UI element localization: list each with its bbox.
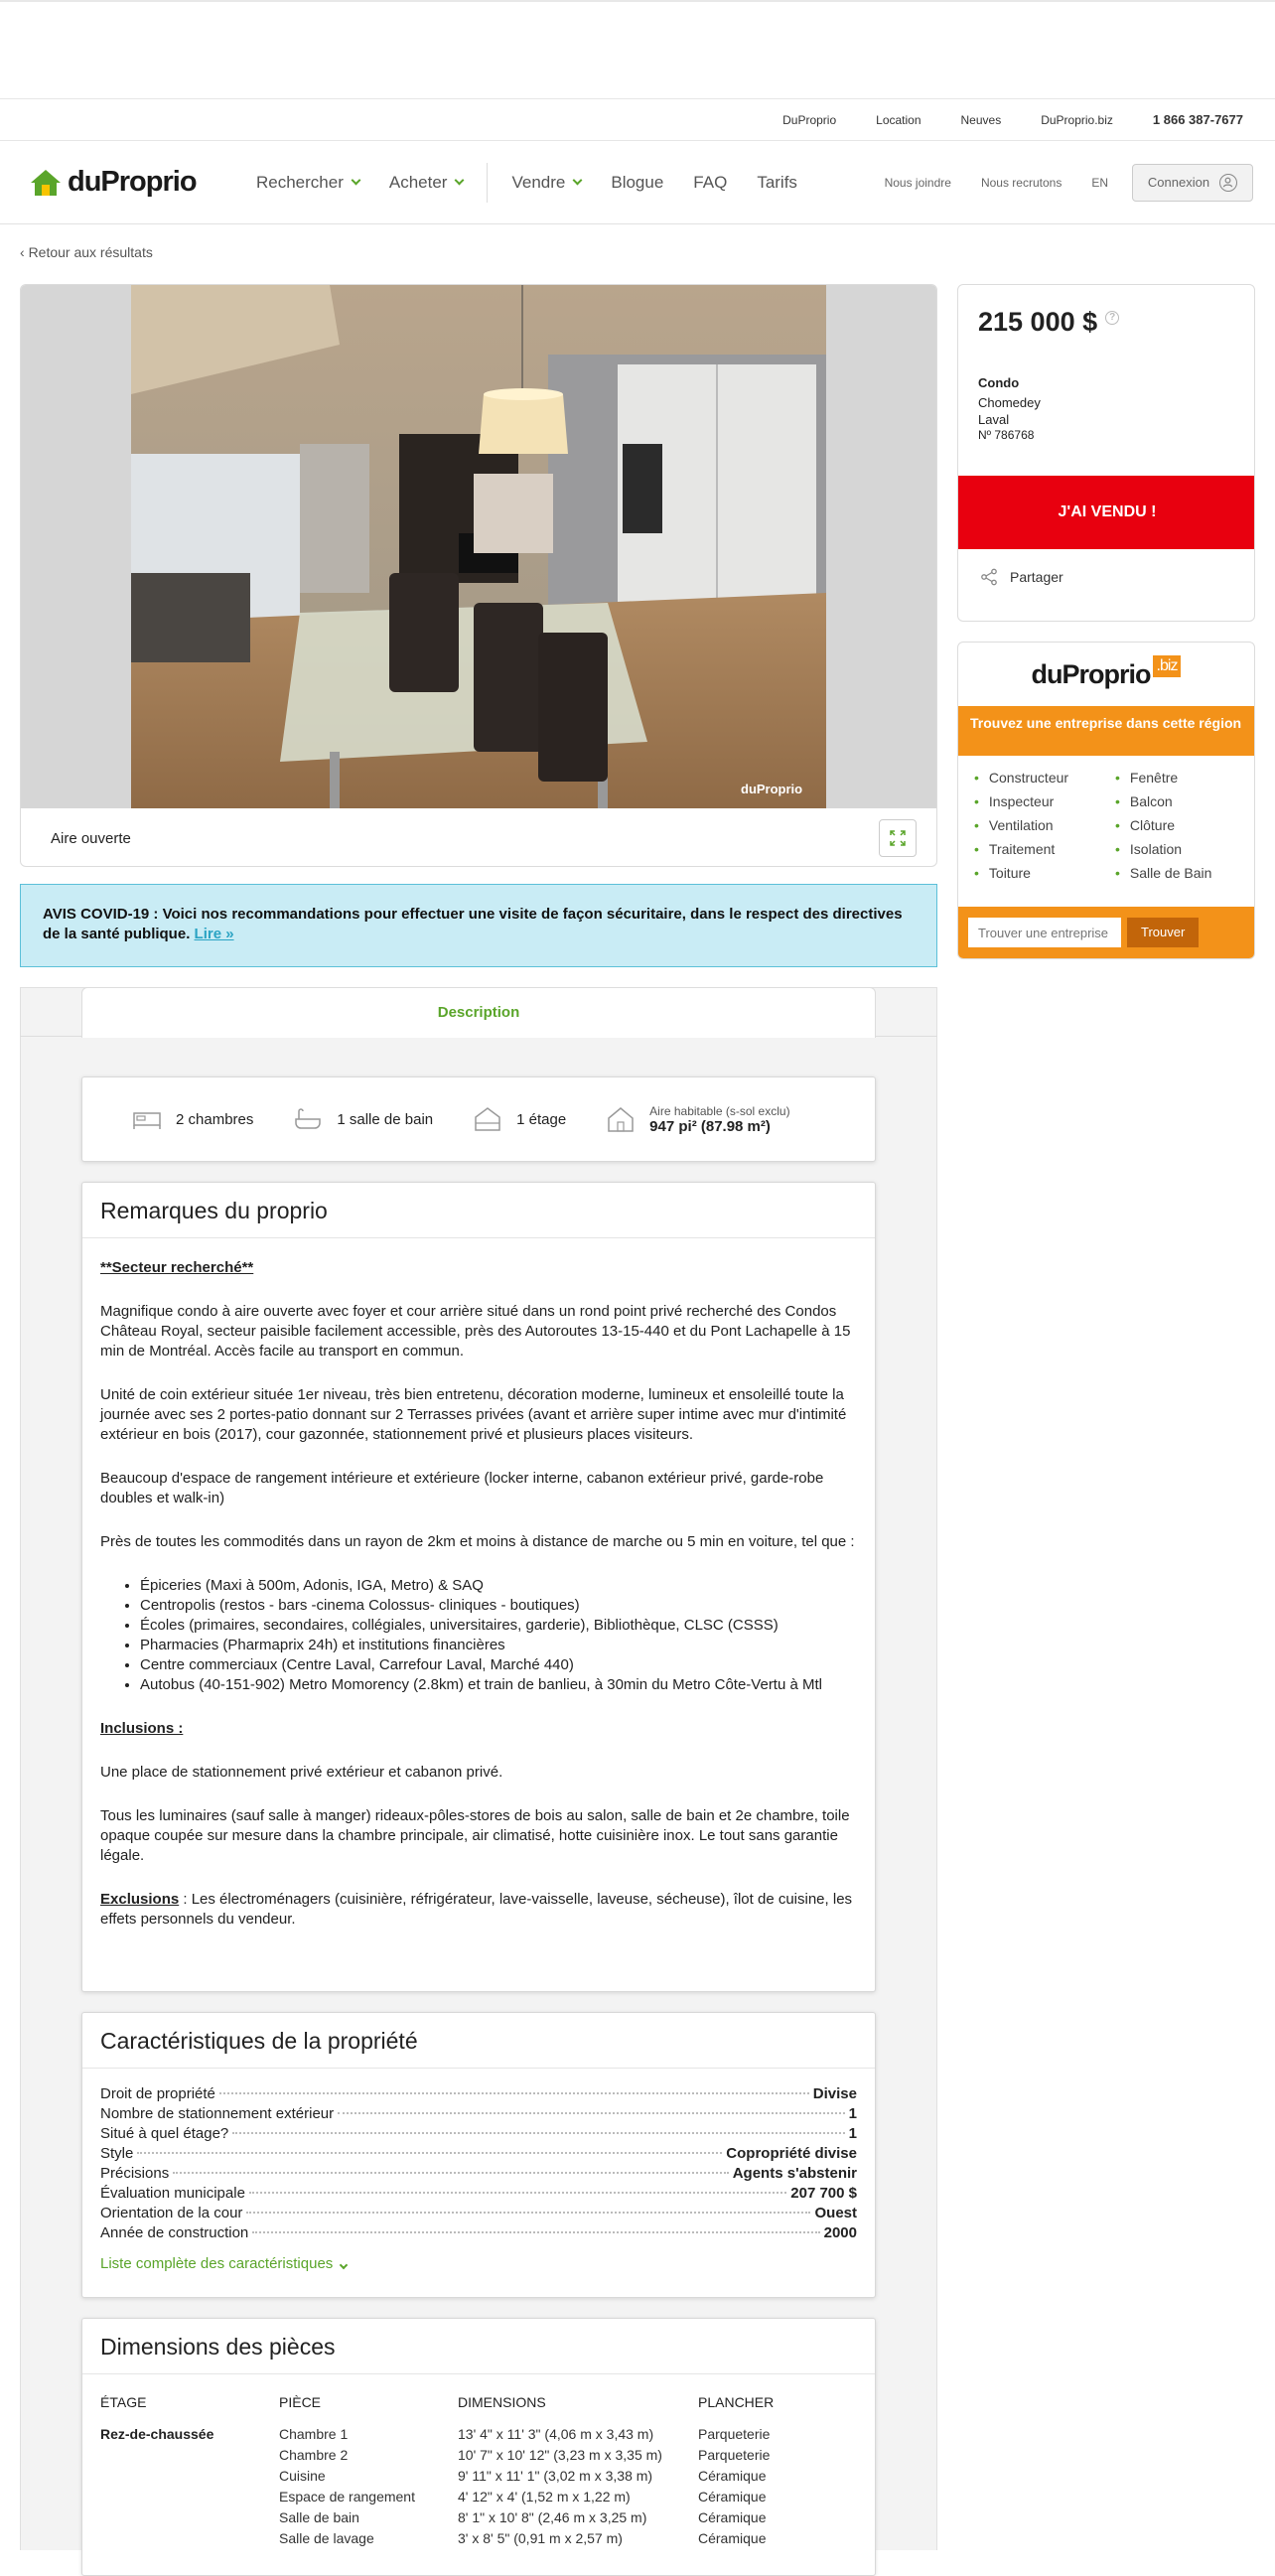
feature-row bbox=[100, 2204, 857, 2223]
feature-label: Nombre de stationnement extérieur bbox=[100, 2105, 335, 2122]
nav-blogue[interactable]: Blogue bbox=[611, 172, 664, 192]
room-cell: Chambre 1 bbox=[279, 2426, 349, 2442]
full-features-link[interactable] bbox=[100, 2255, 857, 2272]
biz-category-link[interactable]: • Balcon bbox=[1115, 793, 1255, 809]
floor-cell: Rez-de-chaussée bbox=[100, 2426, 214, 2442]
area-label: Aire habitable (s-sol exclu) bbox=[649, 1103, 790, 1118]
biz-category-link[interactable]: • Constructeur bbox=[974, 770, 1115, 786]
connexion-label: Connexion bbox=[1147, 175, 1210, 190]
feature-label: Orientation de la cour bbox=[100, 2205, 243, 2221]
dimension-cell: 3' x 8' 5" (0,91 m x 2,57 m) bbox=[458, 2530, 623, 2546]
nav-vendre[interactable] bbox=[511, 173, 581, 193]
table-row bbox=[100, 2466, 774, 2487]
list-item: • Écoles (primaires, secondaires, collégiales, universitaires, garderie), Bibliothèque, CLSC (CSSS) bbox=[140, 1616, 857, 1636]
room-cell: Espace de rangement bbox=[279, 2489, 415, 2504]
chevron-down-icon bbox=[455, 176, 465, 186]
flooring-cell: Parqueterie bbox=[698, 2426, 771, 2442]
biz-search-bar bbox=[958, 907, 1255, 958]
list-item: • Pharmacies (Pharmaprix 24h) et institutions financières bbox=[140, 1636, 857, 1655]
listing-area: Chomedey bbox=[978, 395, 1041, 410]
column-header: ÉTAGE bbox=[100, 2394, 147, 2410]
remarks-paragraph: Près de toutes les commodités dans un rayon de 2km et moins à distance de marche ou 5 min en voiture, tel que : bbox=[100, 1533, 855, 1550]
column-header: PLANCHER bbox=[698, 2394, 775, 2410]
feature-label: Situé à quel étage? bbox=[100, 2125, 229, 2142]
floors-icon bbox=[473, 1106, 502, 1132]
biz-category-link[interactable]: • Traitement bbox=[974, 841, 1115, 857]
nav-rechercher[interactable] bbox=[256, 173, 359, 193]
feature-value: 207 700 $ bbox=[790, 2185, 857, 2202]
feature-value: 2000 bbox=[823, 2224, 857, 2241]
room-cell: Salle de bain bbox=[279, 2509, 359, 2525]
column-header: DIMENSIONS bbox=[458, 2394, 546, 2410]
feature-row bbox=[100, 2184, 857, 2204]
list-item: • Centre commerciaux (Centre Laval, Carrefour Laval, Marché 440) bbox=[140, 1655, 857, 1675]
area-value: 947 pi² (87.98 m²) bbox=[649, 1117, 771, 1135]
photo-watermark: duProprio bbox=[741, 782, 803, 796]
full-features-label: Liste complète des caractéristiques bbox=[100, 2255, 334, 2272]
dimension-cell: 13' 4" x 11' 3" (4,06 m x 3,43 m) bbox=[458, 2426, 654, 2442]
expand-icon bbox=[890, 830, 906, 846]
room-cell: Salle de lavage bbox=[279, 2530, 374, 2546]
list-item: • Épiceries (Maxi à 500m, Adonis, IGA, Metro) & SAQ bbox=[140, 1576, 857, 1596]
remarks-paragraph: Beaucoup d'espace de rangement intérieure et extérieure (locker interne, cabanon extérieur privé, garde-robe doubles et walk-in) bbox=[100, 1470, 824, 1506]
listing-photo[interactable] bbox=[131, 285, 826, 808]
dimension-cell: 8' 1" x 10' 8" (2,46 m x 3,25 m) bbox=[458, 2509, 647, 2525]
feature-value: Copropriété divise bbox=[726, 2145, 857, 2162]
listing-type: Condo bbox=[978, 375, 1020, 390]
site-logo[interactable] bbox=[30, 166, 228, 199]
biz-category-link[interactable]: • Toiture bbox=[974, 865, 1115, 881]
feature-row bbox=[100, 2084, 857, 2104]
covid-read-more-link[interactable]: Lire » bbox=[194, 926, 234, 942]
nous-recrutons-link[interactable]: Nous recrutons bbox=[980, 175, 1062, 190]
flooring-cell: Céramique bbox=[698, 2530, 767, 2546]
nav-rechercher-label: Rechercher bbox=[256, 172, 344, 192]
logo-text: duProprio bbox=[68, 166, 197, 198]
dimension-cell: 4' 12" x 4' (1,52 m x 1,22 m) bbox=[458, 2489, 631, 2504]
house-logo-icon bbox=[30, 168, 62, 198]
bed-icon bbox=[132, 1107, 162, 1131]
phone-number[interactable]: 1 866 387-7677 bbox=[1152, 112, 1243, 127]
flooring-cell: Céramique bbox=[698, 2509, 767, 2525]
feature-label: Précisions bbox=[100, 2165, 170, 2182]
flooring-cell: Céramique bbox=[698, 2489, 767, 2504]
column-header: PIÈCE bbox=[279, 2394, 322, 2410]
util-link-duproprio[interactable]: DuProprio bbox=[782, 112, 837, 127]
biz-category-link[interactable]: • Fenêtre bbox=[1115, 770, 1255, 786]
sold-button[interactable]: J'AI VENDU ! bbox=[958, 476, 1255, 549]
back-to-results-link[interactable]: ‹ Retour aux résultats bbox=[20, 244, 153, 260]
property-stats bbox=[81, 1076, 876, 1162]
dimension-cell: 10' 7" x 10' 12" (3,23 m x 3,35 m) bbox=[458, 2447, 662, 2463]
stat-area bbox=[606, 1104, 789, 1135]
nav-tarifs[interactable]: Tarifs bbox=[757, 172, 797, 192]
feature-row bbox=[100, 2164, 857, 2184]
nav-acheter[interactable] bbox=[389, 173, 464, 193]
remarks-paragraph: Unité de coin extérieur située 1er niveau, très bien entretenu, décoration moderne, lumineux et ensoleillé toute la journée avec ses 2 portes-patio donnant sur 2 Terrasses privées (avant et arrière super intime avec mur d'intimité extérieur en bois (2017), cour gazonnée, stationnement privé et plusieurs places visiteurs. bbox=[100, 1386, 847, 1443]
bathtub-icon bbox=[293, 1107, 323, 1131]
exclusions-text: : Les électroménagers (cuisinière, réfrigérateur, lave-vaisselle, laveuse, sécheuse), îlot de cuisine, les effets personnels du vendeur. bbox=[100, 1891, 853, 1928]
biz-category-link[interactable]: • Salle de Bain bbox=[1115, 865, 1255, 881]
property-features bbox=[81, 2012, 876, 2298]
bathrooms-value: 1 salle de bain bbox=[337, 1110, 434, 1128]
feature-label: Style bbox=[100, 2145, 134, 2162]
flooring-cell: Céramique bbox=[698, 2468, 767, 2484]
remarks-title: Remarques du proprio bbox=[82, 1183, 875, 1238]
feature-value: 1 bbox=[848, 2105, 857, 2122]
room-cell: Cuisine bbox=[279, 2468, 326, 2484]
photo-caption: Aire ouverte bbox=[51, 829, 131, 847]
user-icon bbox=[1219, 174, 1237, 192]
features-title: Caractéristiques de la propriété bbox=[82, 2013, 875, 2069]
table-row bbox=[100, 2424, 774, 2445]
nav-vendre-label: Vendre bbox=[511, 172, 566, 192]
stat-bedrooms bbox=[132, 1107, 253, 1131]
covid-notice bbox=[20, 884, 937, 967]
tab-description[interactable]: Description bbox=[81, 987, 876, 1038]
biz-header: Trouvez une entreprise dans cette région bbox=[958, 706, 1254, 756]
remarks-paragraph: Magnifique condo à aire ouverte avec foyer et cour arrière situé dans un rond point privé recherché des Condos Château Royal, secteur paisible facilement accessible, près des Autoroutes 13-15-440 et du Pont Lachapelle à 15 min de Montréal. Accès facile au transport en commun. bbox=[100, 1303, 851, 1360]
remarks-paragraph: Tous les luminaires (sauf salle à manger) rideaux-pôles-stores de bois au salon, salle de bain et 2e chambre, toile opaque coupée sur mesure dans la chambre principale, air climatisé, hotte cuisinière inox. Le tout sans garantie légale. bbox=[100, 1807, 850, 1864]
stat-bathrooms bbox=[293, 1107, 433, 1131]
room-cell: Chambre 2 bbox=[279, 2447, 349, 2463]
flooring-cell: Parqueterie bbox=[698, 2447, 771, 2463]
util-link-neuves[interactable]: Neuves bbox=[960, 112, 1002, 127]
biz-category-link[interactable]: • Clôture bbox=[1115, 817, 1255, 833]
biz-categories bbox=[958, 756, 1254, 881]
language-toggle[interactable]: EN bbox=[1091, 175, 1108, 190]
utility-bar bbox=[0, 99, 1275, 141]
feature-value: 1 bbox=[848, 2125, 857, 2142]
biz-logo-text: duProprio bbox=[1031, 658, 1151, 689]
table-row bbox=[100, 2528, 774, 2549]
chevron-down-icon bbox=[340, 2261, 348, 2269]
house-outline-icon bbox=[606, 1105, 636, 1133]
remarks-heading: **Secteur recherché** bbox=[100, 1259, 254, 1276]
listing-city: Laval bbox=[978, 412, 1010, 427]
share-icon bbox=[980, 568, 998, 586]
amenities-list bbox=[140, 1576, 857, 1695]
feature-row bbox=[100, 2223, 857, 2243]
chevron-down-icon bbox=[573, 176, 583, 186]
rooms-table bbox=[100, 2374, 774, 2549]
biz-search-input[interactable] bbox=[968, 918, 1121, 947]
inclusions-label: Inclusions : bbox=[100, 1720, 184, 1737]
main-nav bbox=[0, 141, 1275, 224]
feature-row bbox=[100, 2144, 857, 2164]
room-dimensions bbox=[81, 2318, 876, 2576]
chevron-down-icon bbox=[351, 176, 360, 186]
listing-summary bbox=[957, 284, 1255, 622]
feature-value: Divise bbox=[812, 2085, 857, 2102]
share-button[interactable] bbox=[980, 568, 1063, 586]
top-blank-area bbox=[0, 0, 1275, 99]
rooms-title: Dimensions des pièces bbox=[82, 2319, 875, 2374]
feature-value: Ouest bbox=[814, 2205, 857, 2221]
nav-faq[interactable]: FAQ bbox=[693, 172, 728, 192]
exclusions-label: Exclusions bbox=[100, 1891, 180, 1908]
biz-category-link[interactable]: • Isolation bbox=[1115, 841, 1255, 857]
feature-label: Évaluation municipale bbox=[100, 2185, 245, 2202]
table-row bbox=[100, 2445, 774, 2466]
floors-value: 1 étage bbox=[516, 1110, 567, 1128]
list-item: • Centropolis (restos - bars -cinema Colossus- cliniques - boutiques) bbox=[140, 1596, 857, 1616]
stat-floors bbox=[473, 1106, 566, 1132]
info-icon[interactable]: ? bbox=[1105, 311, 1119, 325]
owner-remarks bbox=[81, 1182, 876, 1992]
dimension-cell: 9' 11" x 11' 1" (3,02 m x 3,38 m) bbox=[458, 2468, 653, 2484]
covid-text: AVIS COVID-19 : Voici nos recommandations pour effectuer une visite de façon sécuritaire, dans le respect des directives de la santé publique. bbox=[43, 906, 903, 942]
listing-number: Nº 786768 bbox=[978, 428, 1035, 442]
feature-row bbox=[100, 2104, 857, 2124]
nav-divider bbox=[487, 163, 488, 203]
biz-logo-tag: .biz bbox=[1153, 655, 1182, 677]
share-label: Partager bbox=[1010, 569, 1063, 585]
listing-price: 215 000 $ bbox=[978, 307, 1098, 337]
biz-category-link[interactable]: • Ventilation bbox=[974, 817, 1115, 833]
biz-search-button[interactable]: Trouver bbox=[1127, 918, 1199, 947]
table-row bbox=[100, 2487, 774, 2507]
nav-acheter-label: Acheter bbox=[388, 172, 448, 192]
photo-gallery bbox=[20, 284, 937, 867]
list-item: • Autobus (40-151-902) Metro Momorency (2.8km) et train de banlieu, à 30min du Metro Côte-Vertu à Mtl bbox=[140, 1675, 857, 1695]
fullscreen-button[interactable] bbox=[879, 819, 917, 857]
util-link-duproprio-biz[interactable]: DuProprio.biz bbox=[1041, 112, 1113, 127]
feature-row bbox=[100, 2124, 857, 2144]
nous-joindre-link[interactable]: Nous joindre bbox=[884, 175, 951, 190]
biz-logo[interactable] bbox=[958, 643, 1254, 706]
table-row bbox=[100, 2507, 774, 2528]
feature-value: Agents s'abstenir bbox=[732, 2165, 857, 2182]
remarks-paragraph: Une place de stationnement privé extérieur et cabanon privé. bbox=[100, 1764, 503, 1781]
connexion-button[interactable] bbox=[1132, 164, 1253, 202]
bedrooms-value: 2 chambres bbox=[176, 1110, 254, 1128]
biz-category-link[interactable]: • Inspecteur bbox=[974, 793, 1115, 809]
util-link-location[interactable]: Location bbox=[876, 112, 921, 127]
feature-label: Droit de propriété bbox=[100, 2085, 215, 2102]
feature-label: Année de construction bbox=[100, 2224, 249, 2241]
duproprio-biz-widget bbox=[957, 642, 1255, 959]
back-link-label: Retour aux résultats bbox=[28, 244, 153, 260]
tab-bar bbox=[20, 987, 937, 1037]
